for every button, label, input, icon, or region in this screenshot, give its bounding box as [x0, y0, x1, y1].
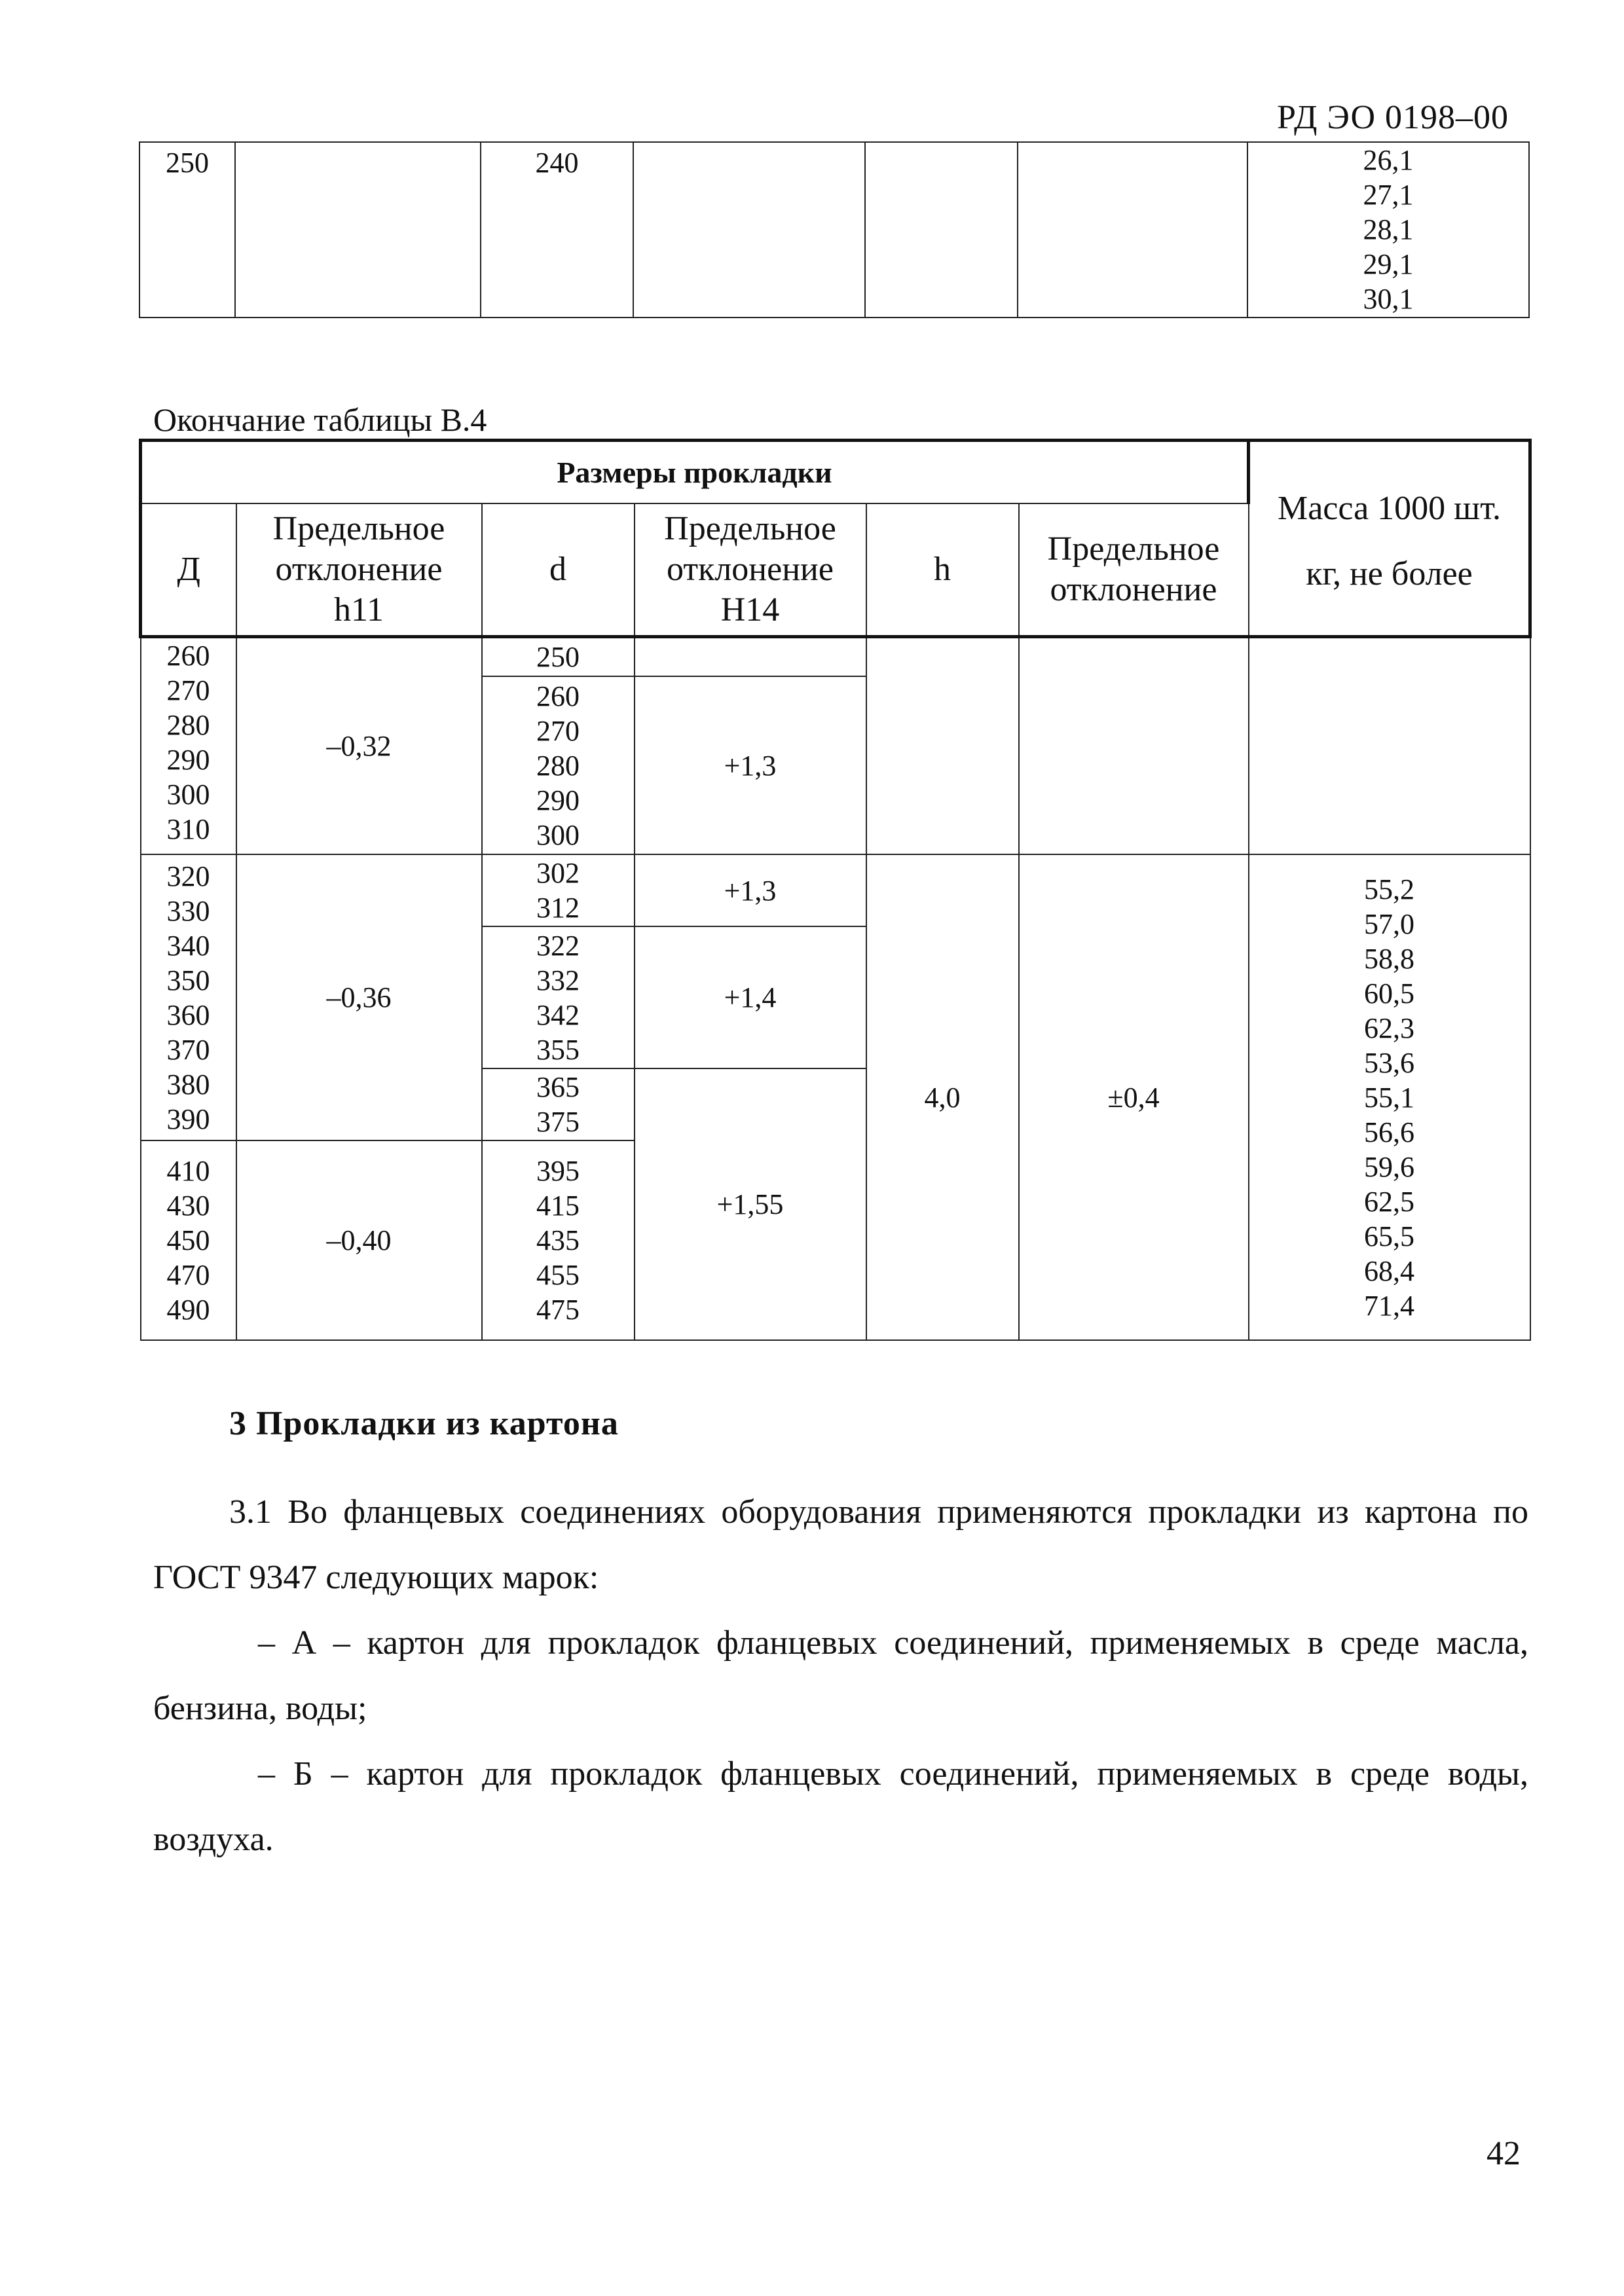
D-value: 270 [166, 674, 210, 706]
g2-D-cell [141, 854, 236, 1140]
mass-cell [1249, 854, 1530, 1340]
header-D: Д [141, 503, 236, 636]
D-value: 390 [166, 1103, 210, 1135]
paragraph-marka-a [153, 1611, 1528, 1741]
g3-D-cell [141, 1140, 236, 1340]
mass-value: 62,5 [1364, 1185, 1415, 1218]
header-d: d [482, 503, 635, 636]
d-value: 280 [536, 749, 580, 782]
d-value: 302 [536, 857, 580, 889]
g1-H14-cell: +1,3 [635, 676, 866, 854]
mass-value: 62,3 [1364, 1011, 1415, 1044]
top-empty-cell [235, 142, 481, 318]
mass-value: 30,1 [1363, 283, 1414, 315]
D-value: 370 [166, 1034, 210, 1066]
header-line: отклонение [275, 550, 443, 588]
d-value: 365 [536, 1071, 580, 1103]
mass-value: 58,8 [1364, 942, 1415, 975]
page-number: 42 [1486, 2135, 1521, 2172]
d-value: 475 [536, 1294, 580, 1326]
g1-d-cell [482, 676, 635, 854]
header-h: h [866, 503, 1019, 636]
header-line: отклонение [1050, 570, 1217, 608]
d-value: 375 [536, 1106, 580, 1138]
d-value: 260 [536, 680, 580, 712]
d-value: 355 [536, 1033, 580, 1066]
mass-value: 55,1 [1364, 1081, 1415, 1114]
header-dev-h11 [236, 503, 482, 636]
paragraph-3-1 [153, 1480, 1528, 1611]
section-title: 3 Прокладки из картона [229, 1405, 619, 1442]
D-value: 260 [166, 639, 210, 672]
g1-d-first: 250 [482, 636, 635, 676]
mass-value: 68,4 [1364, 1254, 1415, 1287]
mass-value: 56,6 [1364, 1116, 1415, 1148]
g2-H14-cell-b: +1,4 [635, 926, 866, 1068]
top-empty-cell [1018, 142, 1247, 318]
D-value: 450 [166, 1224, 210, 1256]
header-line: h11 [333, 591, 384, 629]
document-code: РД ЭО 0198–00 [1277, 99, 1509, 136]
g2-d-cell-a [482, 854, 635, 926]
d-value: 290 [536, 784, 580, 816]
top-D-cell: 250 [139, 142, 235, 318]
mass-value: 27,1 [1363, 179, 1414, 211]
g1-h-empty [866, 636, 1019, 854]
mass-value: 65,5 [1364, 1220, 1415, 1252]
d-value: 395 [536, 1155, 580, 1187]
top-mass-cell [1247, 142, 1529, 318]
header-line: Н14 [720, 591, 780, 629]
g1-H14-empty [635, 636, 866, 676]
header-line: отклонение [667, 550, 834, 588]
d-value: 415 [536, 1190, 580, 1222]
g3-dev-cell: –0,40 [236, 1140, 482, 1340]
gasket-size-table [139, 439, 1532, 1341]
h-cell: 4,0 [866, 854, 1019, 1340]
paragraph-marka-b [153, 1741, 1528, 1872]
g1-dev-cell: –0,32 [236, 636, 482, 854]
g2-dev-cell: –0,36 [236, 854, 482, 1140]
mass-value: 28,1 [1363, 213, 1414, 246]
header-line: Предельное [1047, 530, 1220, 568]
paragraph-text: 3.1 Во фланцевых соединениях оборудования применяются прокладки из картона по ГОСТ 9347 следующих марок: [153, 1493, 1528, 1596]
D-value: 380 [166, 1068, 210, 1101]
D-value: 330 [166, 895, 210, 927]
header-mass-line: кг, не более [1306, 555, 1473, 592]
paragraph-text: – А – картон для прокладок фланцевых соединений, применяемых в среде масла, бензина, воды; [153, 1624, 1528, 1727]
d-value: 332 [536, 964, 580, 996]
header-mass-line: Масса 1000 шт. [1277, 490, 1502, 527]
d-value: 322 [536, 929, 580, 962]
table-caption: Окончание таблицы В.4 [153, 401, 487, 438]
D-value: 350 [166, 964, 210, 996]
mass-value: 71,4 [1364, 1289, 1415, 1322]
mass-value: 26,1 [1363, 144, 1414, 176]
d-value: 342 [536, 998, 580, 1031]
D-value: 470 [166, 1259, 210, 1291]
D-value: 310 [166, 812, 210, 845]
g1-hdev-empty [1019, 636, 1249, 854]
header-mass [1249, 441, 1530, 637]
header-dev-H14 [635, 503, 866, 636]
g3-H14-cell: +1,55 [635, 1068, 866, 1340]
d-value: 300 [536, 818, 580, 851]
D-value: 290 [166, 743, 210, 776]
D-value: 410 [166, 1155, 210, 1187]
header-dev [1019, 503, 1249, 636]
mass-value: 57,0 [1364, 907, 1415, 940]
mass-value: 60,5 [1364, 977, 1415, 1010]
d-value: 455 [536, 1259, 580, 1291]
header-line: Предельное [272, 509, 445, 547]
D-value: 340 [166, 930, 210, 962]
d-value: 270 [536, 714, 580, 747]
mass-value: 55,2 [1364, 873, 1415, 905]
d-value: 312 [536, 892, 580, 924]
D-value: 490 [166, 1294, 210, 1326]
D-value: 300 [166, 778, 210, 811]
d-value: 435 [536, 1224, 580, 1256]
top-table [139, 141, 1530, 318]
top-empty-cell [865, 142, 1018, 318]
header-line: Предельное [664, 509, 836, 547]
group-header: Размеры прокладки [141, 441, 1249, 504]
top-empty-cell [633, 142, 865, 318]
mass-value: 29,1 [1363, 248, 1414, 280]
D-value: 280 [166, 708, 210, 741]
g3-d-cell [482, 1140, 635, 1340]
g2-d-cell-c [482, 1068, 635, 1140]
paragraph-text: – Б – картон для прокладок фланцевых соединений, применяемых в среде воды, воздуха. [153, 1755, 1528, 1858]
D-value: 320 [166, 860, 210, 892]
g2-d-cell-b [482, 926, 635, 1068]
D-value: 430 [166, 1190, 210, 1222]
mass-value: 53,6 [1364, 1046, 1415, 1079]
h-dev-cell: ±0,4 [1019, 854, 1249, 1340]
g1-mass-empty [1249, 636, 1530, 854]
top-d-cell: 240 [481, 142, 633, 318]
mass-value: 59,6 [1364, 1150, 1415, 1183]
g1-D-cell [141, 636, 236, 854]
g2-H14-cell-a: +1,3 [635, 854, 866, 926]
D-value: 360 [166, 999, 210, 1031]
